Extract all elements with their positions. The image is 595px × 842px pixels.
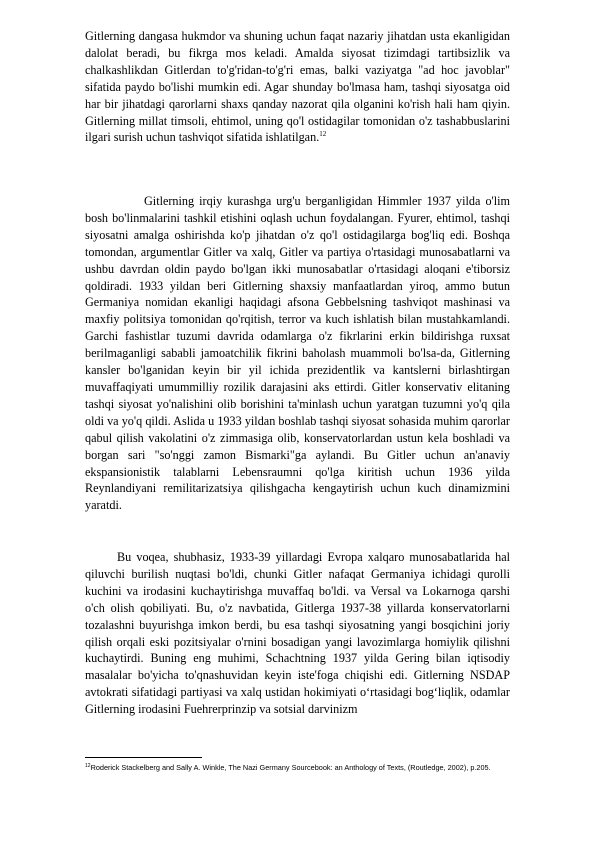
footnote-reference-12[interactable]: 12 <box>319 130 327 139</box>
paragraph-3-text: Bu voqea, shubhasiz, 1933-39 yillardagi Evropa xalqaro munosabatlarida hal qiluvchi burilish nuqtasi bo'ldi, chunki Gitler nafaqat Germaniya ichidagi qurolli kuchini va irodasini kuchaytirishga muvaffaq bo'ldi. va Versal va Lokarnoga qarshi o'ch olish qobiliyati. Bu, o'z navbatida, Gitlerga 1937-38 yillarda konservatorlarni tozalashni buyurishga imkon berdi, bu esa tashqi siyosatning yangi bosqichini joriy qilish orqali eski pozitsiyalar o'rnini bosadigan yangi lavozimlarga homiylik qilishni kuchaytirdi. Buning eng muhimi, Schachtning 1937 yilda Gering bilan iqtisodiy masalalar bo'yicha to'qnashuvidan keyin iste'foga chiqishi edi. Gitlerning NSDAP avtokrati sifatidagi partiyasi va xalq ustidan hokimiyati o‘rtasidagi bog‘liqlik, odamlar Gitlerning irodasini Fuehrerprinzip va sotsial darvinizm <box>85 550 510 717</box>
body-paragraph-3 <box>85 549 510 718</box>
footnote-separator <box>85 757 202 758</box>
paragraph-2-text: Gitlerning irqiy kurashga urg'u berganligidan Himmler 1937 yilda o'lim bosh bo'linmalarini tashkil etishini oqlash uchun foydalangan. Fyurer, ehtimol, tashqi siyosatni amalga oshirishda ko'p jihatdan o'z qo'l ostidagilarga bog'liq edi. Boshqa tomondan, argumentlar Gitler va xalq, Gitler va partiya o'rtasidagi munosabatlarni va ushbu davrdan oldin paydo bo'lgan ikki munosabatlar o'rtasidagi aloqani e'tiborsiz qoldiradi. 1933 yildan beri Gitlerning shaxsiy manfaatlardan yiroq, ammo butun Germaniya nomidan ekanligi haqidagi afsona Gebbelsning tashviqot mashinasi va maxfiy politsiya tomonidan qo'rqitish, terror va kuch ishlatish bilan mustahkamlandi. Garchi fashistlar tuzumi davrida odamlarga o'z fikrlarini erkin bildirishga ruxsat berilmaganligi sababli jamoatchilik fikrini baholash muammoli bo'lsa-da, Gitlerning kansler bo'lganidan keyin bir yil ichida prezidentlik va kantslerni birlashtirgan muvaffaqiyati umummilliy rozilik darajasini aks ettirdi. Gitler konservativ elitaning tashqi siyosat yo'nalishini olib borishini ta'minlash uchun yaratgan tuzumni yo'q qila oldi va yo'q qildi. Aslida u 1933 yildan boshlab tashqi siyosat sohasida muhim qarorlar qabul qilish vakolatini o'z zimmasiga olib, konservatorlardan ustun kela boshladi va borgan sari "so'nggi zamon Bismarki"ga aylandi. Bu Gitler uchun an'anaviy ekspansionistik talablarni Lebensraumni qo'lga kiritish uchun 1936 yilda Reynlandiyani remilitarizatsiya qilishgacha kengaytirish uchun kuch dinamizmini yaratdi. <box>85 194 510 513</box>
footnote-number: 12 <box>85 763 91 769</box>
footnote-12 <box>85 762 545 773</box>
body-paragraph-2 <box>85 193 510 514</box>
footnote-text: Roderick Stackelberg and Sally A. Winkle, The Nazi Germany Sourcebook: an Anthology of Texts, (Routledge, 2002), p.205. <box>90 763 491 772</box>
body-paragraph-1 <box>85 28 510 146</box>
paragraph-1-text: Gitlerning dangasa hukmdor va shuning uchun faqat nazariy jihatdan usta ekanligidan dalolat beradi, bu fikrga mos keladi. Amalda siyosat tizimdagi tartibsizlik va chalkashlikdan Gitlerdan to'g'ridan-to'g'ri emas, balki vaziyatga "ad hoc javoblar" sifatida paydo bo'lishi mumkin edi. Agar shunday bo'lmasa ham, tashqi siyosatga oid har bir jihatdagi qarorlarni shaxs qanday nazorat qila olganini ko'rish hali ham qiyin. Gitlerning millat timsoli, ehtimol, uning qo'l ostidagilar tomonidan o'z tashabbuslarini ilgari surish uchun tashviqot sifatida ishlatilgan. <box>85 29 510 145</box>
